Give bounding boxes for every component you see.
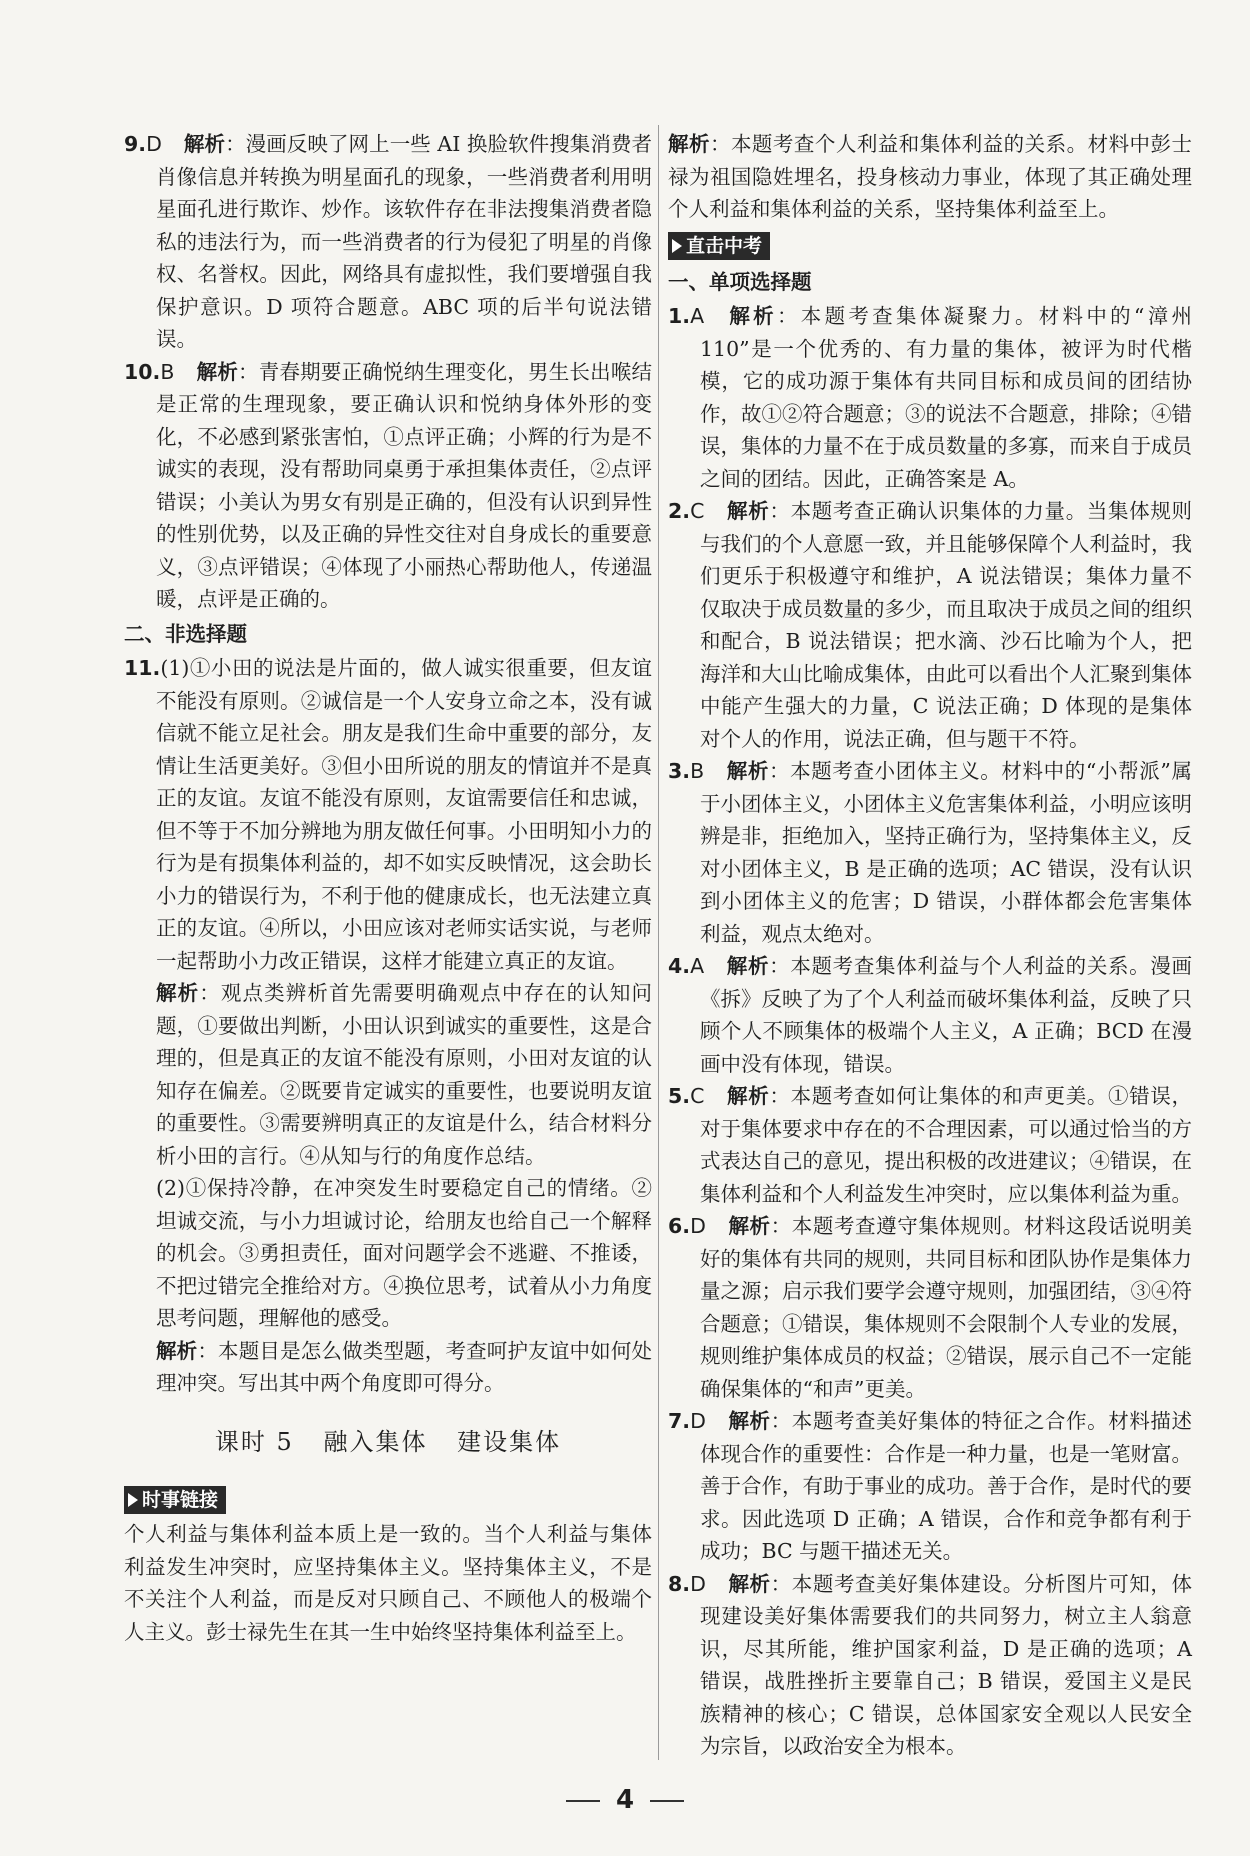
- tag-exam: 直击中考: [668, 232, 770, 260]
- answer-item-11-analysis2: 解析：本题目是怎么做类型题，考查呵护友谊中如何处理冲突。写出其中两个角度即可得分。: [156, 1338, 653, 1395]
- right-column: [668, 128, 1192, 1763]
- answer-item-r6: 6.D 解析：本题考查遵守集体规则。材料这段话说明美好的集体有共同的规则，共同目标和团队协作是集体力量之源；启示我们要学会遵守规则，加强团结，③④符合题意；①错误，集体规则不会限制个人专业的发展，规则维护集体成员的权益；②错误，展示自己不一定能确保集体的“和声”更美。: [668, 1214, 1193, 1401]
- answer-item-9: 9.D 解析：漫画反映了网上一些 AI 换脸软件搜集消费者肖像信息并转换为明星面孔的现象，一些消费者利用明星面孔进行欺诈、炒作。该软件存在非法搜集消费者隐私的违法行为，而一些消费者的行为侵犯了明星的肖像权、名誉权。因此，网络具有虚拟性，我们要增强自我保护意识。D 项符合题意。ABC 项的后半句说法错误。: [124, 132, 653, 351]
- column-divider: [658, 125, 659, 1760]
- left-column: [124, 128, 652, 1648]
- answer-item-10: 10.B 解析：青春期要正确悦纳生理变化，男生长出喉结是正常的生理现象，要正确认识和悦纳身体外形的变化，不必感到紧张害怕，①点评正确；小辉的行为是不诚实的表现，没有帮助同桌勇于承担集体责任，②点评错误；小美认为男女有别是正确的，但没有认识到异性的性别优势，以及正确的异性交往对自身成长的重要意义，③点评错误；④体现了小丽热心帮助他人，传递温暖，点评是正确的。: [124, 359, 653, 611]
- page-number-dash-right: [650, 1800, 684, 1802]
- section-heading-nonchoice: 二、非选择题: [124, 621, 247, 646]
- intro-analysis: 解析：本题考查个人利益和集体利益的关系。材料中彭士禄为祖国隐姓埋名，投身核动力事业，体现了其正确处理个人利益和集体利益的关系，坚持集体利益至上。: [668, 132, 1193, 221]
- tag-current-events: 时事链接: [124, 1486, 226, 1514]
- play-triangle-icon: [672, 239, 682, 253]
- answer-item-r1: 1.A 解析：本题考查集体凝聚力。材料中的“漳州 110”是一个优秀的、有力量的集体，被评为时代楷模，它的成功源于集体有共同目标和成员间的团结协作，故①②符合题意；③的说法不合题意，排除；④错误，集体的力量不在于成员数量的多寡，而来自于成员之间的团结。因此，正确答案是 A。: [668, 304, 1192, 491]
- news-paragraph: 个人利益与集体利益本质上是一致的。当个人利益与集体利益发生冲突时，应坚持集体主义。坚持集体主义，不是不关注个人利益，而是反对只顾自己、不顾他人的极端个人主义。彭士禄先生在其一生中始终坚持集体利益至上。: [124, 1522, 652, 1644]
- answer-item-r4: 4.A 解析：本题考查集体利益与个人利益的关系。漫画《拆》反映了为了个人利益而破坏集体利益，反映了只顾个人不顾集体的极端个人主义，A 正确；BCD 在漫画中没有体现，错误。: [668, 954, 1193, 1076]
- answer-item-r8: 8.D 解析：本题考查美好集体建设。分析图片可知，体现建设美好集体需要我们的共同努力，树立主人翁意识，尽其所能，维护国家利益，D 是正确的选项；A 错误，战胜挫折主要靠自己；B 错误，爱国主义是民族精神的核心；C 错误，总体国家安全观以人民安全为宗旨，以政治安全为根本。: [668, 1571, 1193, 1758]
- answer-item-11-part2: (2)①保持冷静，在冲突发生时要稳定自己的情绪。②坦诚交流，与小力坦诚讨论，给朋友也给自己一个解释的机会。③勇担责任，面对问题学会不逃避、不推诿，不把过错完全推给对方。④换位思考，试着从小力角度思考问题，理解他的感受。: [156, 1176, 652, 1330]
- page-number-dash-left: [566, 1800, 600, 1802]
- answer-item-r3: 3.B 解析：本题考查小团体主义。材料中的“小帮派”属于小团体主义，小团体主义危害集体利益，小明应该明辨是非，拒绝加入，坚持正确行为，坚持集体主义，反对小团体主义，B 是正确的选项；AC 错误，没有认识到小团体主义的危害；D 错误，小群体都会危害集体利益，观点太绝对。: [668, 759, 1193, 946]
- play-triangle-icon: [128, 1493, 138, 1507]
- answer-item-r7: 7.D 解析：本题考查美好集体的特征之合作。材料描述体现合作的重要性：合作是一种力量，也是一笔财富。善于合作，有助于事业的成功。善于合作，是时代的要求。因此选项 D 正确；A 错误，合作和竞争都有利于成功；BC 与题干描述无关。: [668, 1409, 1193, 1563]
- answer-item-11-part1: 11.(1)①小田的说法是片面的，做人诚实很重要，但友谊不能没有原则。②诚信是一个人安身立命之本，没有诚信就不能立足社会。朋友是我们生命中重要的部分，友情让生活更美好。③但小田所说的朋友的情谊并不是真正的友谊。友谊不能没有原则，友谊需要信任和忠诚，但不等于不加分辨地为朋友做任何事。小田明知小力的行为是有损集体利益的，却不如实反映情况，这会助长小力的错误行为，不利于他的健康成长，也无法建立真正的友谊。④所以，小田应该对老师实话实说，与老师一起帮助小力改正错误，这样才能建立真正的友谊。: [124, 656, 652, 973]
- answer-item-r5: 5.C 解析：本题考查如何让集体的和声更美。①错误，对于集体要求中存在的不合理因素，可以通过恰当的方式表达自己的意见，提出积极的改进建议；④错误，在集体利益和个人利益发生冲突时，应以集体利益为重。: [668, 1084, 1193, 1206]
- answer-item-11-analysis1: 解析：观点类辨析首先需要明确观点中存在的认知问题，①要做出判断，小田认识到诚实的重要性，这是合理的，但是真正的友谊不能没有原则，小田对友谊的认知存在偏差。②既要肯定诚实的重要性，也要说明友谊的重要性。③需要辨明真正的友谊是什么，结合材料分析小田的言行。④从知与行的角度作总结。: [156, 981, 653, 1168]
- lesson-title: 课时 5 融入集体 建设集体: [214, 1427, 562, 1456]
- page-number: 4: [0, 1785, 1250, 1815]
- section-heading-single-choice: 一、单项选择题: [668, 269, 812, 294]
- answer-item-r2: 2.C 解析：本题考查正确认识集体的力量。当集体规则与我们的个人意愿一致，并且能够保障个人利益时，我们更乐于积极遵守和维护，A 说法错误；集体力量不仅取决于成员数量的多少，而且取决于成员之间的组织和配合，B 说法错误；把水滴、沙石比喻为个人，把海洋和大山比喻成集体，由此可以看出个人汇聚到集体中能产生强大的力量，C 说法正确；D 体现的是集体对个人的作用，说法正确，但与题干不符。: [668, 499, 1193, 751]
